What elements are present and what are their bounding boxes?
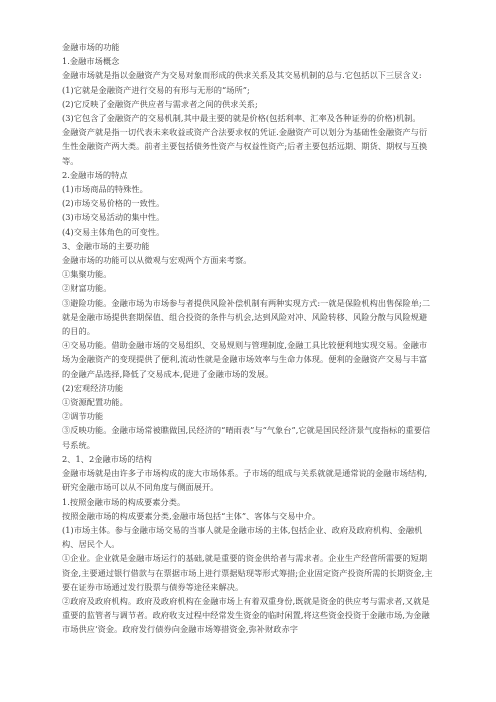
section-heading: 2.金融市场的特点: [62, 169, 128, 180]
list-item: (3)它包含了金融资产的交易机制,其中最主要的就是价格(包括利率、汇率及各种证券的价格)机制。: [62, 113, 421, 124]
list-item: (2)市场交易价格的一致性。: [62, 198, 165, 209]
section-heading: 3、金融市场的主要功能: [62, 240, 150, 251]
doc-title: 金融市场的功能: [62, 42, 120, 52]
section-heading: 1.金融市场概念: [62, 56, 120, 67]
section-heading: 1.按照金融市场的构成要素分类。: [62, 496, 186, 507]
list-item: ②财富功能。: [62, 283, 112, 294]
list-item: ①集聚功能。: [62, 269, 112, 280]
list-item: (3)市场交易活动的集中性。: [62, 212, 165, 223]
paragraph: 金融市场就是指以金融资产为交易对象而形成的供求关系及其交易机制的总与.它包括以下三层含义:: [62, 70, 422, 81]
list-item: (1)它就是金融资产进行交易的有形与无形的“场所”;: [62, 84, 250, 95]
list-item: (1)市场主体。参与金融市场交易的当事人就是金融市场的主体,包括企业、政府及政府机构、金融机构、居民个人。: [62, 524, 423, 550]
section-heading: 2、1、2金融市场的结构: [62, 453, 152, 464]
list-item: (4)交易主体角色的可变性。: [62, 226, 165, 237]
list-item: ④交易功能。借助金融市场的交易组织、交易规则与管理制度,金融工具比较便利地实现交易。金融市场为金融资产的变现提供了便利,流动性就是金融市场效率与生命力体现。便利的金融资产交易与丰富的金融产品选择,降低了交易成本,促进了金融市场的发展。: [62, 340, 428, 379]
list-item: ②政府及政府机构。政府及政府机构在金融市场上有着双重身份,既就是资金的供应考与需求者,又就是重要的监管者与调节者。政府收支过程中经常发生资金的临时闲置,将这些资金投资于金融市场,为金融市场供应ʻ资金。政府发行债券向金融市场筹措资金,弥补财政赤字: [62, 595, 430, 635]
section-heading: (2)宏观经济功能: [62, 382, 124, 393]
paragraph: 金融市场就是由许多子市场构成的庞大市场体系。子市场的组成与关系就就是通常说的金融市场结构,研究金融市场可以从不同角度与侧面展开。: [62, 468, 428, 493]
list-item: ①资源配置功能。: [62, 397, 128, 408]
paragraph: 金融资产就是指一切代表未来收益或资产合法要求权的凭证.金融资产可以划分为基础性金融资产与衍生性金融资产两大类。前者主要包括债务性资产与权益性资产;后者主要包括远期、期货、期权与互换等。: [62, 127, 428, 166]
list-item: ②调节功能: [62, 411, 104, 422]
list-item: ③反映功能。金融市场常被瞧做国,民经济的“晴雨表”与“气象台”,它就是国民经济景气度指标的重要信号系统。: [62, 425, 431, 450]
list-item: ③避险功能。金融市场为市场参与者提供风险补偿机制有两种实现方式:一就是保险机构出售保险单;二就是金融市场提供套期保值、组合投资的条件与机会,达到风险对冲、风险转移、风险分散与风险规避的目的。: [62, 297, 431, 337]
document-body: [62, 40, 434, 637]
list-item: (2)它反映了金融资产供应者与需求者之间的供求关系;: [62, 98, 258, 109]
paragraph: 金融市场的功能可以从微观与宏观两个方面来考察。: [62, 255, 252, 266]
paragraph: 按照金融市场的构成要素分类,金融市场包括“主体”、客体与交易中介。: [62, 510, 321, 521]
list-item: ①企业。企业就是金融市场运行的基础,就是重要的资金供给者与需求者。企业生产经营所需要的短期资金,主要通过银行借款与在票据市场上进行票据贴现等形式筹措;企业固定资产投资所需的长期资金,主要在证券市场通过发行股票与债券等途径来解决。: [62, 553, 433, 592]
list-item: (1)市场商品的特殊性。: [62, 184, 148, 195]
